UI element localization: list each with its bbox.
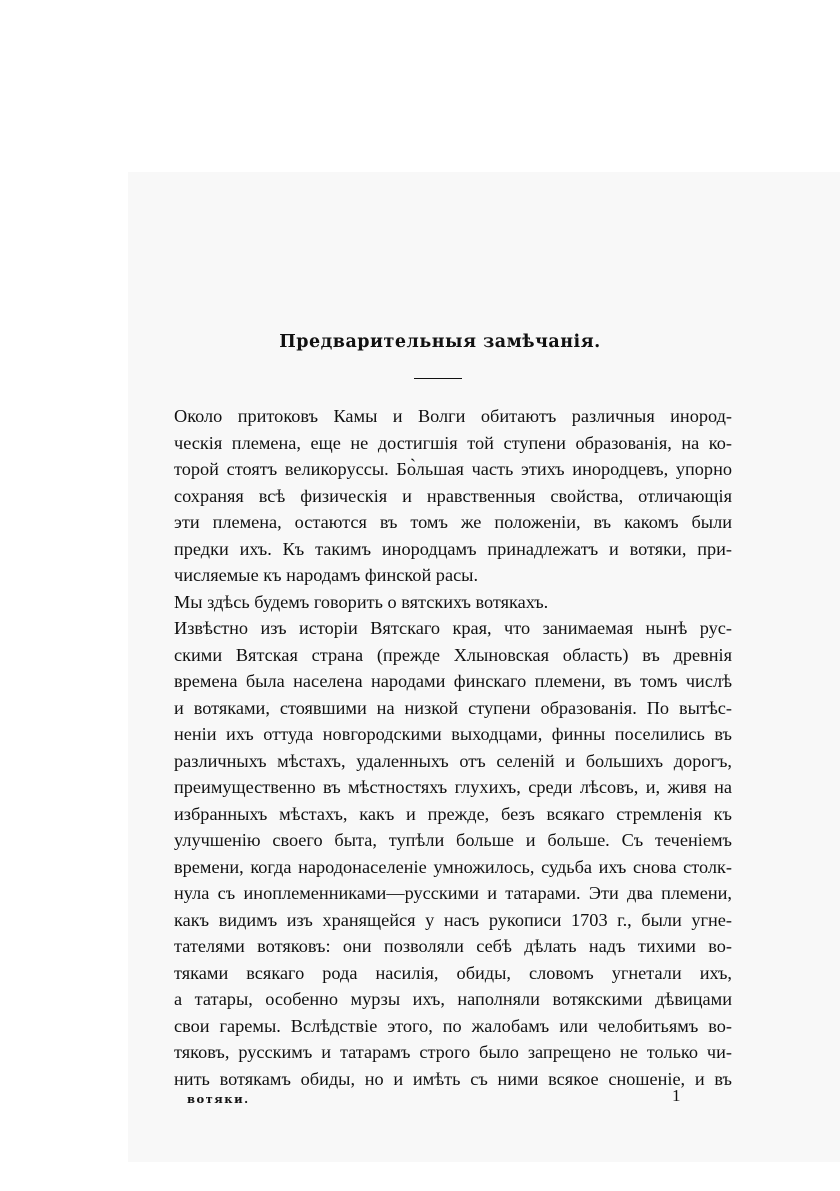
text-line: ческія племена, еще не достигшія той ступени образованія, на ко- xyxy=(174,432,732,453)
text-line: сохраняя всѣ физическія и нравственныя свойства, отличающія xyxy=(174,485,732,506)
text-line: числяемые къ народамъ финской расы. xyxy=(174,565,479,585)
text-line: и вотяками, стоявшими на низкой ступени образованія. По вытѣс- xyxy=(174,697,732,718)
text-line: времени, когда народонаселеніе умножилось, судьба ихъ снова столк- xyxy=(174,856,732,877)
text-line: времена была населена народами финскаго племени, въ томъ числѣ xyxy=(174,671,732,691)
text-line: торой стоятъ великоруссы. Бо̀льшая часть этихъ инородцевъ, упорно xyxy=(174,459,732,479)
text-line: Извѣстно изъ исторіи Вятскаго края, что занимаемая нынѣ рус- xyxy=(174,618,732,638)
text-line: неніи ихъ оттуда новгородскими выходцами, финны поселились въ xyxy=(174,724,732,744)
text-line: Около притоковъ Камы и Волги обитаютъ различныя инород- xyxy=(174,406,732,426)
text-line: тяковъ, русскимъ и татарамъ строго было запрещено не только чи- xyxy=(174,1042,732,1062)
text-line: нула съ иноплеменниками—русскими и татарами. Эти два племени, xyxy=(174,883,732,903)
text-line: скими Вятская страна (прежде Хлыновская область) въ древнія xyxy=(174,644,732,665)
text-line: преимущественно въ мѣстностяхъ глухихъ, среди лѣсовъ, и, живя на xyxy=(174,777,732,797)
page-number: 1 xyxy=(672,1086,681,1105)
text-line: нить вотякамъ обиды, но и имѣть съ ними всякое сношеніе, и въ xyxy=(174,1068,732,1089)
signature-mark: вотяки. xyxy=(187,1092,250,1106)
text-line: свои гаремы. Вслѣдствіе этого, по жалобамъ или челобитьямъ во- xyxy=(174,1015,732,1036)
text-line: тяками всякаго рода насилія, обиды, словомъ угнетали ихъ, xyxy=(174,962,732,983)
text-line: улучшенію своего быта, тупѣли больше и больше. Съ теченіемъ xyxy=(174,830,732,850)
text-line: Мы здѣсь будемъ говорить о вятскихъ вотякахъ. xyxy=(174,591,549,612)
text-line: избранныхъ мѣстахъ, какъ и прежде, безъ всякаго стремленія къ xyxy=(174,803,732,824)
text-line: предки ихъ. Къ такимъ инородцамъ принадлежатъ и вотяки, при- xyxy=(174,538,732,559)
heading-rule xyxy=(414,378,462,379)
text-line: различныхъ мѣстахъ, удаленныхъ отъ селеній и большихъ дорогъ, xyxy=(174,750,732,771)
section-heading: Предварительныя замѣчанія. xyxy=(279,332,601,352)
text-line: а татары, особенно мурзы ихъ, наполняли вотякскими дѣвицами xyxy=(174,989,732,1009)
text-line: эти племена, остаются въ томъ же положеніи, въ какомъ были xyxy=(174,512,732,532)
text-line: какъ видимъ изъ хранящейся у насъ рукописи 1703 г., были угне- xyxy=(174,909,732,930)
body-text xyxy=(174,403,732,1092)
text-line: тателями вотяковъ: они позволяли себѣ дѣлать надъ тихими во- xyxy=(174,936,732,956)
